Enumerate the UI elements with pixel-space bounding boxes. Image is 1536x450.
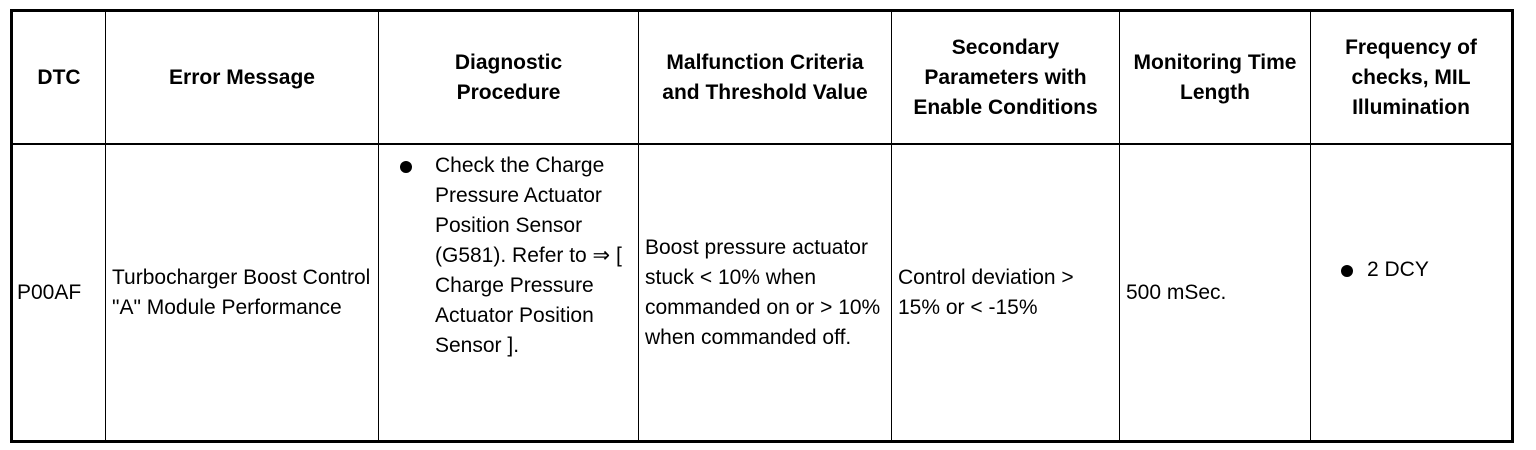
frequency-bullet-item: 2 DCY	[1317, 255, 1505, 285]
header-frequency: Frequency of checks, MIL Illumination	[1311, 11, 1513, 145]
cell-diagnostic-procedure	[379, 144, 639, 442]
table-body	[12, 144, 1513, 442]
header-diagnostic-procedure-label: Diagnostic Procedure	[454, 50, 563, 104]
frequency-bullet-list	[1317, 255, 1505, 285]
cell-monitoring-time: 500 mSec.	[1120, 144, 1311, 442]
header-secondary-parameters: Secondary Parameters with Enable Conditions	[892, 11, 1120, 145]
dtc-table	[10, 9, 1514, 443]
procedure-bullet-item: Check the Charge Pressure Actuator Position Sensor (G581). Refer to ⇒ [ Charge Pressure Actuator Position Sensor ].	[385, 151, 632, 361]
header-malfunction-criteria: Malfunction Criteria and Threshold Value	[639, 11, 892, 145]
header-dtc: DTC	[12, 11, 106, 145]
cell-secondary-parameters: Control deviation > 15% or < -15%	[892, 144, 1120, 442]
cell-malfunction-criteria: Boost pressure actuator stuck < 10% when commanded on or > 10% when commanded off.	[639, 144, 892, 442]
header-monitoring-time: Monitoring Time Length	[1120, 11, 1311, 145]
header-row	[12, 11, 1513, 145]
cell-error-message: Turbocharger Boost Control "A" Module Performance	[106, 144, 379, 442]
cell-dtc: P00AF	[12, 144, 106, 442]
table-row	[12, 144, 1513, 442]
procedure-bullet-list	[385, 151, 632, 361]
header-diagnostic-procedure	[379, 11, 639, 145]
cell-frequency	[1311, 144, 1513, 442]
table-header	[12, 11, 1513, 145]
header-error-message: Error Message	[106, 11, 379, 145]
